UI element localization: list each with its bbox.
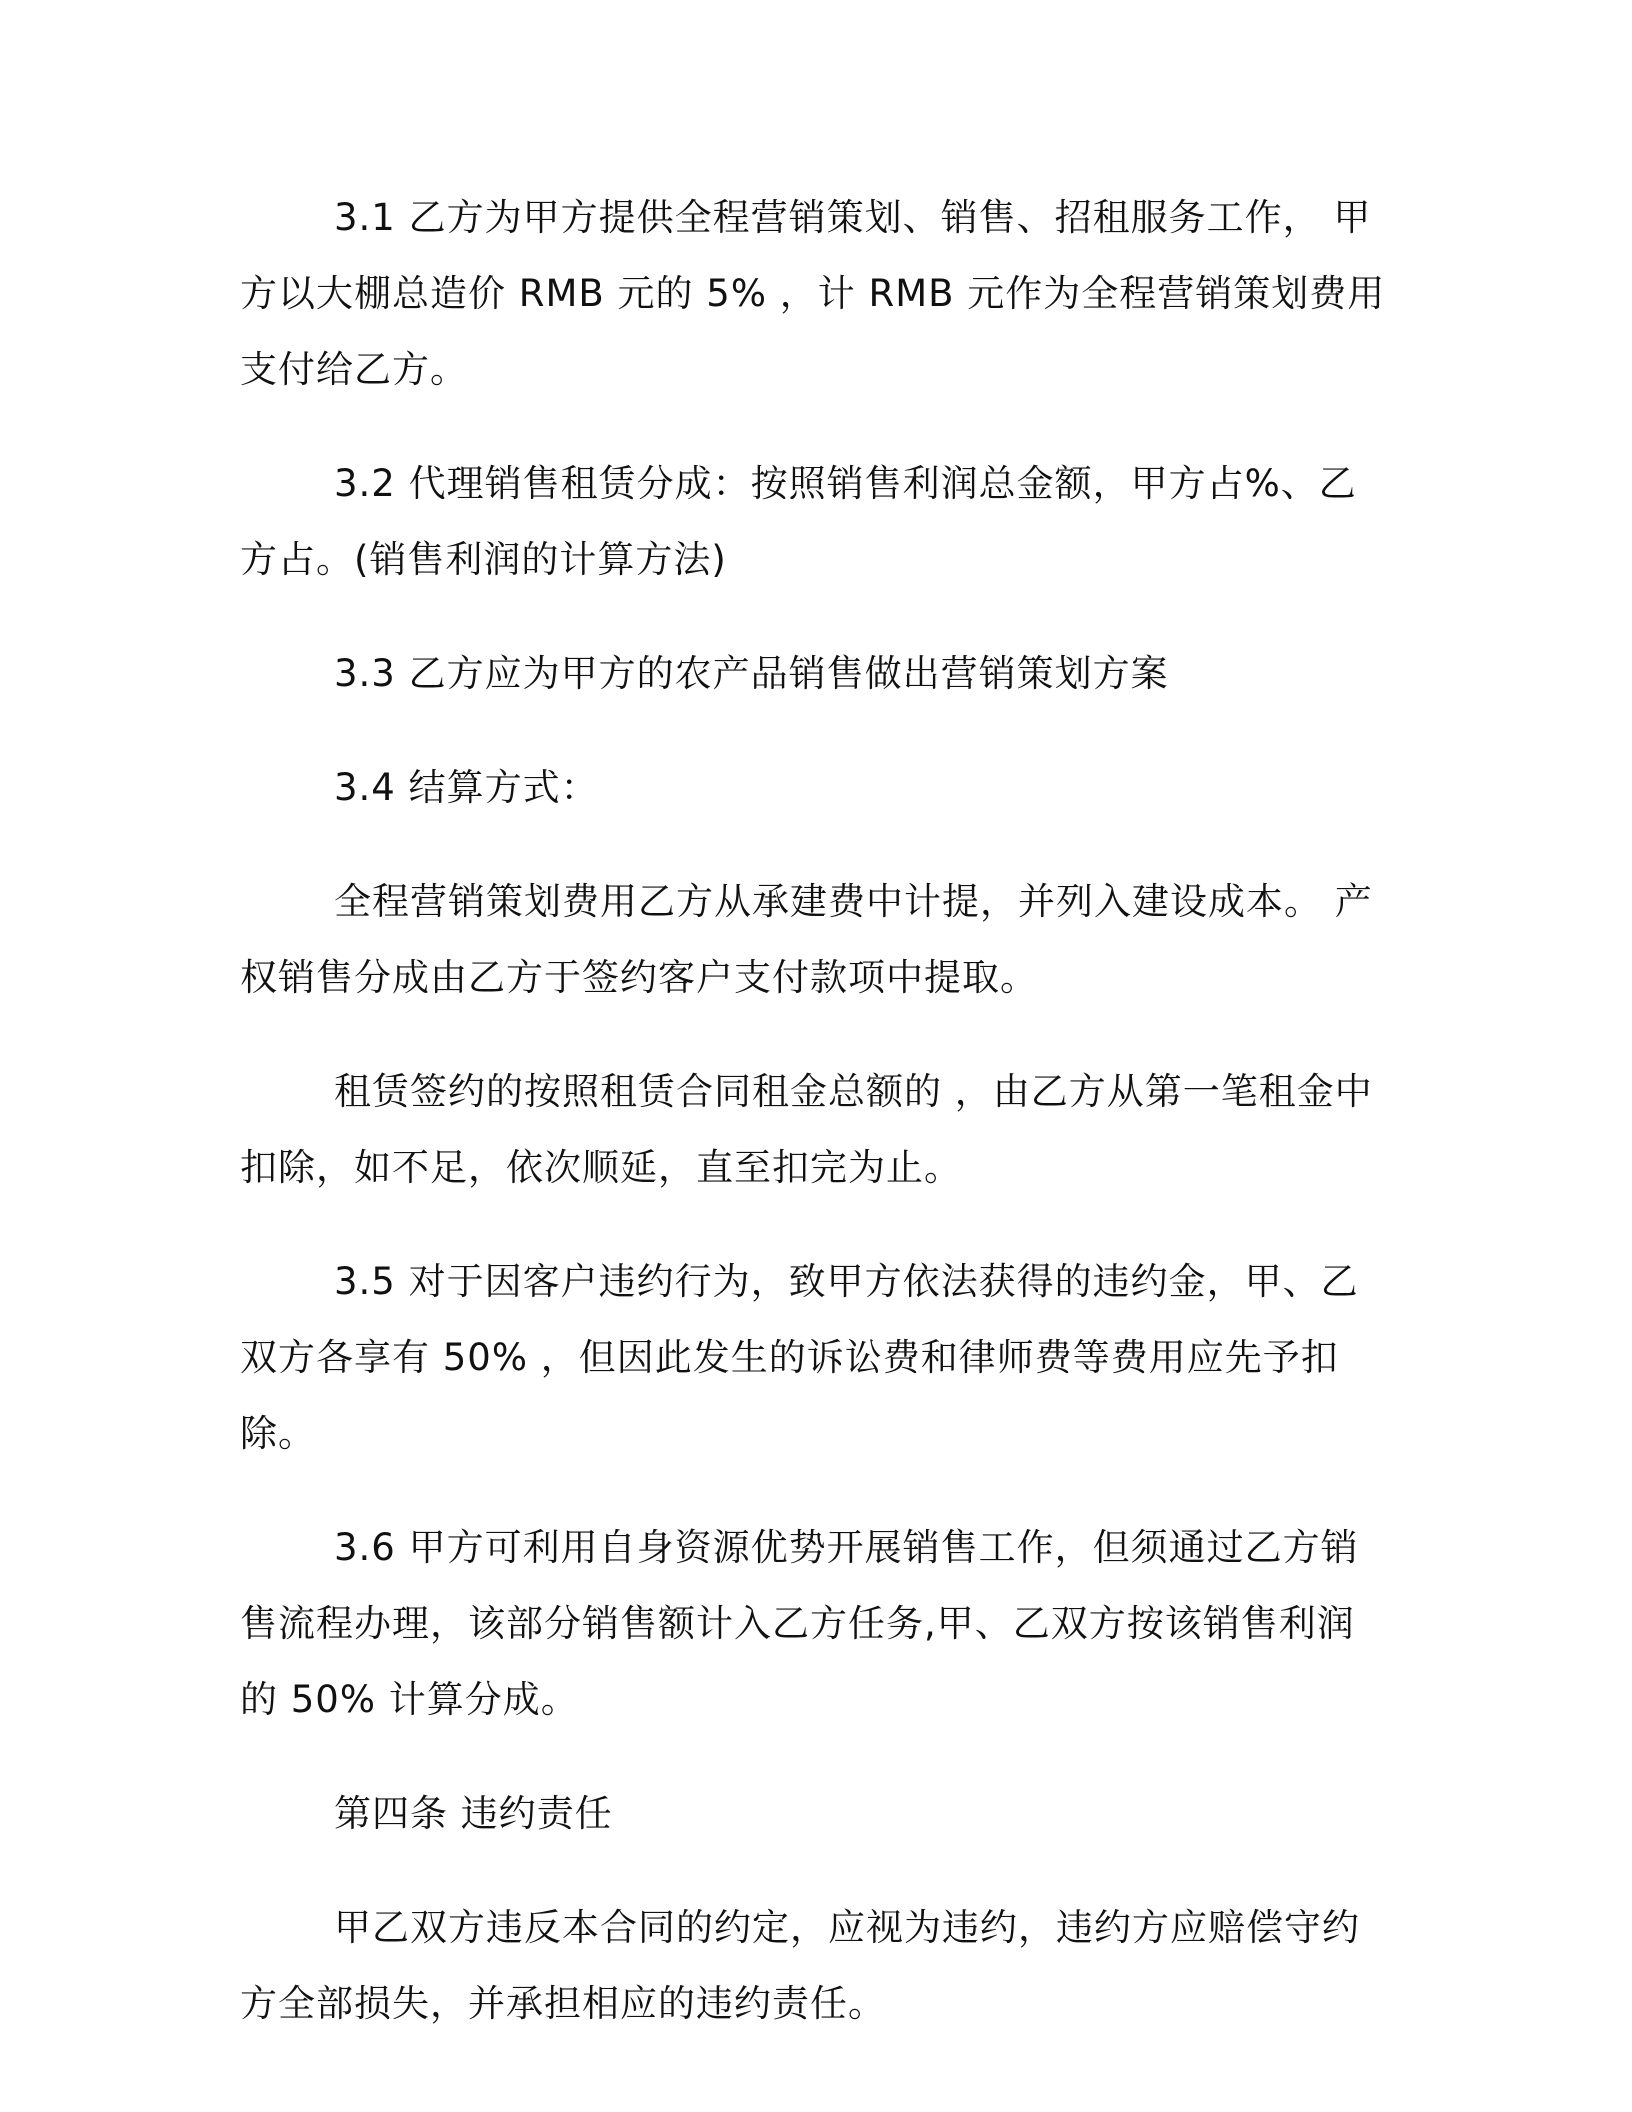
clause-3-4-planning-fee: 全程营销策划费用乙方从承建费中计提，并列入建设成本。 产权销售分成由乙方于签约客户支付款项中提取。	[240, 880, 1373, 999]
document-page	[240, 180, 1390, 2080]
clause-3-3: 3.3 乙方应为甲方的农产品销售做出营销策划方案	[334, 652, 1169, 695]
clause-3-1: 3.1 乙方为甲方提供全程营销策划、销售、招租服务工作， 甲方以大棚总造价 RMB 元的 5% ，计 RMB 元作为全程营销策划费用支付给乙方。	[240, 196, 1386, 391]
clause-3-4-lease-fee: 租赁签约的按照租赁合同租金总额的 ，由乙方从第一笔租金中扣除，如不足，依次顺延，直至扣完为止。	[240, 1070, 1373, 1189]
clause-3-2: 3.2 代理销售租赁分成：按照销售利润总金额，甲方占%、乙方占。(销售利润的计算方法)	[240, 462, 1357, 581]
clause-3-6: 3.6 甲方可利用自身资源优势开展销售工作，但须通过乙方销售流程办理，该部分销售额计入乙方任务,甲、乙双方按该销售利润的 50% 计算分成。	[240, 1526, 1359, 1721]
article-4-body: 甲乙双方违反本合同的约定，应视为违约，违约方应赔偿守约方全部损失，并承担相应的违约责任。	[240, 1906, 1360, 2025]
article-4-heading: 第四条 违约责任	[334, 1792, 613, 1835]
clause-3-4: 3.4 结算方式：	[334, 766, 599, 809]
clause-3-5: 3.5 对于因客户违约行为，致甲方依法获得的违约金，甲、乙双方各享有 50% ，但因此发生的诉讼费和律师费等费用应先予扣除。	[240, 1260, 1359, 1455]
